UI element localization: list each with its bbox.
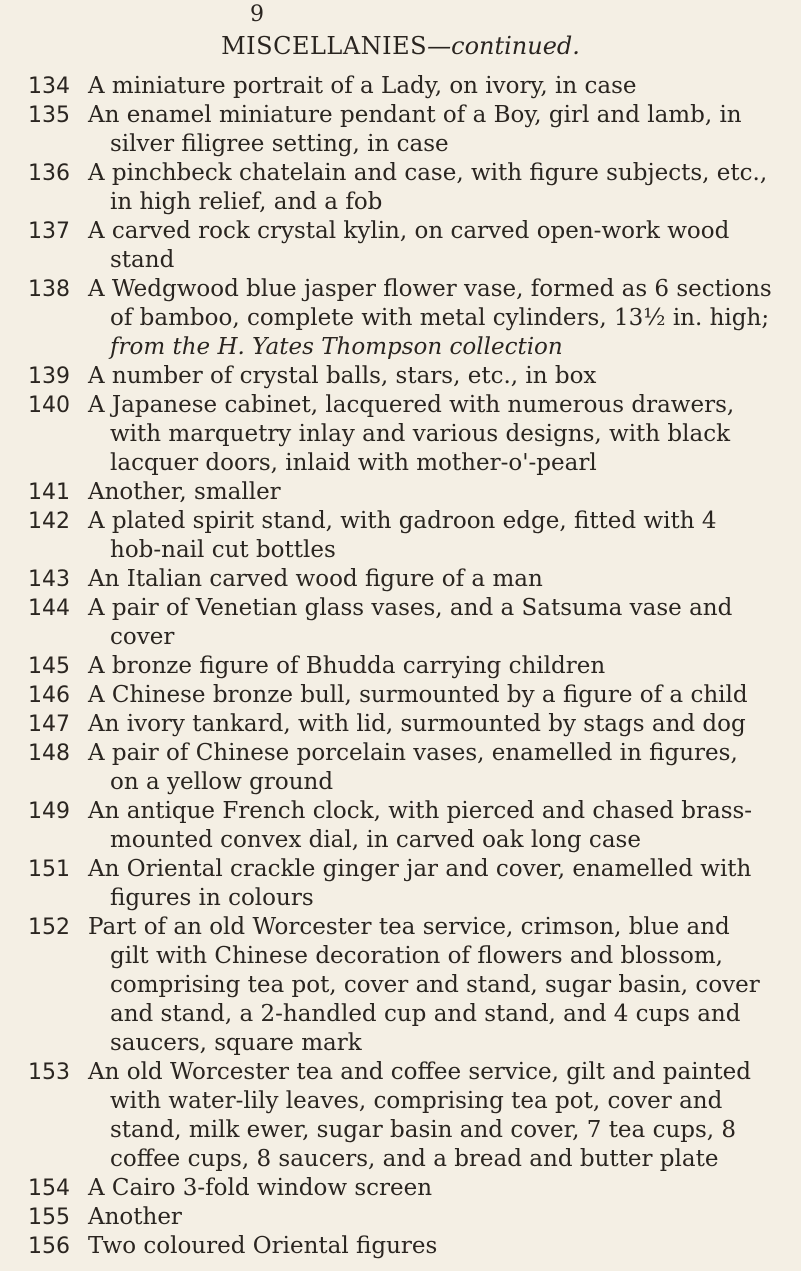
lot-description-line: gilt with Chinese decoration of flowers and blossom, — [110, 943, 723, 969]
lot-entry — [0, 362, 801, 391]
lot-description-line: of bamboo, complete with metal cylinders, 13½ in. high; — [110, 305, 770, 331]
lot-description — [88, 72, 788, 101]
lot-description — [88, 217, 788, 275]
lot-description — [88, 1232, 788, 1261]
lot-description-line: A pair of Venetian glass vases, and a Satsuma vase and — [88, 595, 733, 621]
lot-number: 146 — [28, 683, 70, 708]
lot-description — [88, 681, 788, 710]
lot-description — [88, 797, 788, 855]
lot-entry — [0, 275, 801, 362]
lot-description — [88, 1174, 788, 1203]
lot-number: 155 — [28, 1205, 70, 1230]
lot-description — [88, 565, 788, 594]
lot-entry — [0, 478, 801, 507]
lot-entry — [0, 565, 801, 594]
lot-description-line: hob-nail cut bottles — [110, 537, 336, 563]
lot-entry — [0, 681, 801, 710]
lot-description-line: Another, smaller — [88, 479, 281, 505]
page-header — [0, 32, 801, 60]
lot-number: 148 — [28, 741, 70, 766]
lot-description-line: A pinchbeck chatelain and case, with figure subjects, etc., — [88, 160, 768, 186]
lot-entry — [0, 594, 801, 652]
lot-description-line: from the H. Yates Thompson collection — [110, 334, 563, 360]
lot-entry — [0, 652, 801, 681]
lot-description-line: figures in colours — [110, 885, 314, 911]
lot-number: 140 — [28, 393, 70, 418]
lot-description-line: Another — [88, 1204, 182, 1230]
lot-description-line: A pair of Chinese porcelain vases, enamelled in figures, — [88, 740, 738, 766]
lot-description-line: on a yellow ground — [110, 769, 334, 795]
lot-description-line: A carved rock crystal kylin, on carved open-work wood — [88, 218, 730, 244]
lot-description-line: An Italian carved wood figure of a man — [88, 566, 543, 592]
lot-description — [88, 478, 788, 507]
lot-description-line: Part of an old Worcester tea service, crimson, blue and — [88, 914, 730, 940]
lot-description — [88, 507, 788, 565]
lot-entry — [0, 507, 801, 565]
lot-description — [88, 159, 788, 217]
lot-entry — [0, 1058, 801, 1174]
lot-number: 144 — [28, 596, 70, 621]
lot-description-line: and stand, a 2-handled cup and stand, and 4 cups and — [110, 1001, 741, 1027]
lot-description-line: A number of crystal balls, stars, etc., in box — [88, 363, 597, 389]
lot-description-line: A Japanese cabinet, lacquered with numerous drawers, — [88, 392, 735, 418]
lot-description-line: A plated spirit stand, with gadroon edge, fitted with 4 — [88, 508, 717, 534]
lot-description-line: cover — [110, 624, 175, 650]
lot-number: 138 — [28, 277, 70, 302]
lot-description — [88, 275, 788, 362]
lot-description — [88, 1203, 788, 1232]
lot-number: 142 — [28, 509, 70, 534]
lot-number: 149 — [28, 799, 70, 824]
lot-number: 147 — [28, 712, 70, 737]
lot-description — [88, 101, 788, 159]
lot-description — [88, 739, 788, 797]
lot-number: 153 — [28, 1060, 70, 1085]
lot-description — [88, 710, 788, 739]
lot-description-line: An old Worcester tea and coffee service, gilt and painted — [88, 1059, 751, 1085]
lot-list — [0, 72, 801, 1261]
lot-description — [88, 913, 788, 1058]
lot-description-line: stand — [110, 247, 175, 273]
lot-entry — [0, 101, 801, 159]
lot-number: 135 — [28, 103, 70, 128]
page-number: 9 — [250, 2, 264, 27]
lot-number: 156 — [28, 1234, 70, 1259]
lot-number: 152 — [28, 915, 70, 940]
lot-number: 139 — [28, 364, 70, 389]
lot-number: 134 — [28, 74, 70, 99]
lot-description-line: An Oriental crackle ginger jar and cover, enamelled with — [88, 856, 752, 882]
lot-entry — [0, 1174, 801, 1203]
lot-description — [88, 362, 788, 391]
lot-description-line: A bronze figure of Bhudda carrying children — [88, 653, 606, 679]
header-continued: —continued. — [427, 32, 580, 60]
lot-number: 141 — [28, 480, 70, 505]
lot-description-line: comprising tea pot, cover and stand, sugar basin, cover — [110, 972, 760, 998]
lot-description-line: A Chinese bronze bull, surmounted by a figure of a child — [88, 682, 748, 708]
lot-entry — [0, 159, 801, 217]
lot-description-line: lacquer doors, inlaid with mother-o'-pearl — [110, 450, 597, 476]
lot-entry — [0, 72, 801, 101]
lot-description-line: in high relief, and a fob — [110, 189, 383, 215]
lot-entry — [0, 1232, 801, 1261]
lot-entry — [0, 797, 801, 855]
lot-number: 151 — [28, 857, 70, 882]
lot-description-line: A Cairo 3-fold window screen — [88, 1175, 433, 1201]
lot-description — [88, 652, 788, 681]
lot-description-line: stand, milk ewer, sugar basin and cover, 7 tea cups, 8 — [110, 1117, 737, 1143]
lot-description-line: silver filigree setting, in case — [110, 131, 449, 157]
lot-description-line: An antique French clock, with pierced and chased brass- — [88, 798, 753, 824]
lot-entry — [0, 391, 801, 478]
lot-number: 154 — [28, 1176, 70, 1201]
lot-description — [88, 1058, 788, 1174]
lot-entry — [0, 217, 801, 275]
lot-description — [88, 391, 788, 478]
header-title: MISCELLANIES — [221, 32, 428, 60]
lot-entry — [0, 1203, 801, 1232]
lot-entry — [0, 739, 801, 797]
lot-number: 136 — [28, 161, 70, 186]
lot-entry — [0, 710, 801, 739]
lot-description-line: An enamel miniature pendant of a Boy, girl and lamb, in — [88, 102, 742, 128]
lot-description-line: with water-lily leaves, comprising tea pot, cover and — [110, 1088, 723, 1114]
lot-description-line: An ivory tankard, with lid, surmounted by stags and dog — [88, 711, 746, 737]
lot-description-line: mounted convex dial, in carved oak long case — [110, 827, 641, 853]
lot-number: 143 — [28, 567, 70, 592]
lot-number: 145 — [28, 654, 70, 679]
lot-description-line: saucers, square mark — [110, 1030, 362, 1056]
lot-description — [88, 855, 788, 913]
lot-description-line: coffee cups, 8 saucers, and a bread and butter plate — [110, 1146, 719, 1172]
lot-number: 137 — [28, 219, 70, 244]
lot-description — [88, 594, 788, 652]
lot-entry — [0, 913, 801, 1058]
lot-description-line: Two coloured Oriental figures — [88, 1233, 438, 1259]
lot-entry — [0, 855, 801, 913]
lot-description-line: A miniature portrait of a Lady, on ivory, in case — [88, 73, 637, 99]
lot-description-line: A Wedgwood blue jasper flower vase, formed as 6 sections — [88, 276, 772, 302]
lot-description-line: with marquetry inlay and various designs, with black — [110, 421, 731, 447]
